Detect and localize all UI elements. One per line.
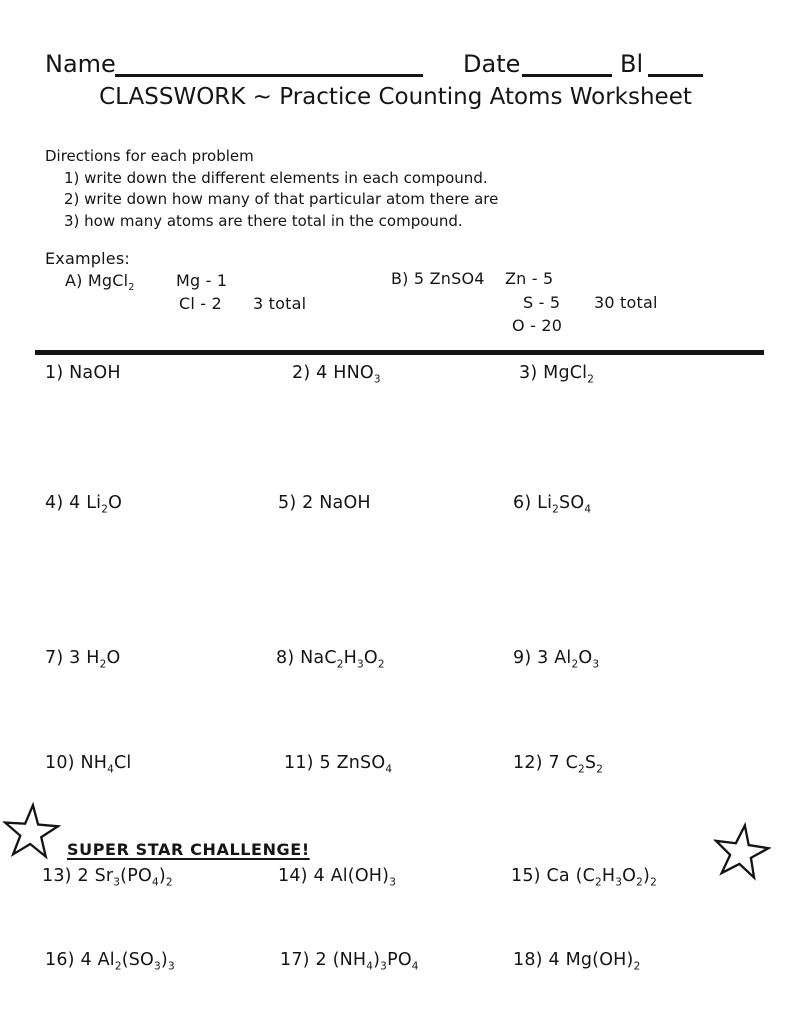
problem-number: 3) <box>519 363 538 383</box>
problem-item <box>292 363 381 386</box>
problem-number: 10) <box>45 753 75 773</box>
example-a-count-2: Cl - 2 <box>179 294 222 313</box>
problem-formula: 4 $Mg(OH)_2$ <box>548 950 641 973</box>
problem-number: 15) <box>511 866 541 886</box>
problem-formula: 4 $Al(OH)_3$ <box>313 866 397 889</box>
example-b-label: B) <box>391 269 409 288</box>
problem-formula: 2 $Sr_3(PO_4)_2$ <box>77 866 173 889</box>
problem-number: 12) <box>513 753 543 773</box>
problem-formula: 5 ZnSO$_4$ <box>319 753 393 776</box>
problem-formula: Ca $(C_2H_3O_2)_2$ <box>546 866 657 889</box>
date-label: Date <box>463 50 521 78</box>
problem-item <box>45 950 175 973</box>
problem-number: 11) <box>284 753 314 773</box>
problem-item <box>45 753 132 776</box>
example-b-formula: 5 ZnSO4 <box>413 269 485 288</box>
problem-item <box>280 950 419 973</box>
problem-item <box>45 648 121 671</box>
problem-number: 7) <box>45 648 64 668</box>
problem-item <box>278 866 397 889</box>
directions-heading: Directions for each problem <box>45 147 254 165</box>
problem-number: 13) <box>42 866 72 886</box>
example-a-count-1: Mg - 1 <box>176 271 228 290</box>
star-icon <box>0 796 62 870</box>
problem-item <box>513 950 641 973</box>
problem-number: 18) <box>513 950 543 970</box>
problem-formula: $NH_4Cl$ <box>80 753 132 776</box>
direction-step: 2) write down how many of that particular atom there are <box>64 190 499 208</box>
problem-number: 6) <box>513 493 532 513</box>
name-label: Name <box>45 50 116 78</box>
problem-item <box>519 363 595 386</box>
example-a-label: A) <box>65 271 83 290</box>
problem-number: 14) <box>278 866 308 886</box>
problem-item <box>278 493 371 513</box>
problem-formula: 3 $H_2O$ <box>69 648 121 671</box>
block-label: Bl <box>620 50 644 78</box>
problem-item <box>42 866 173 889</box>
problem-formula: NaOH <box>69 363 121 383</box>
problem-number: 1) <box>45 363 64 383</box>
problem-formula: $Li_2SO_4$ <box>537 493 592 516</box>
problem-item <box>45 493 123 516</box>
page-title: CLASSWORK ~ Practice Counting Atoms Worksheet <box>99 84 692 110</box>
problem-number: 8) <box>276 648 295 668</box>
example-b-count-3: O - 20 <box>512 316 563 335</box>
problem-item <box>513 648 600 671</box>
problem-formula: $NaC_2H_3O_2$ <box>300 648 385 671</box>
star-icon <box>707 812 775 893</box>
problem-item <box>284 753 393 776</box>
problem-number: 4) <box>45 493 64 513</box>
example-a-formula: MgCl$_2$ <box>87 271 135 294</box>
problem-formula: 2 NaOH <box>302 493 371 513</box>
problem-number: 2) <box>292 363 311 383</box>
example-a-total: 3 total <box>253 294 307 313</box>
examples-heading: Examples: <box>45 249 130 268</box>
example-b-count-1: Zn - 5 <box>505 269 554 288</box>
direction-step: 3) how many atoms are there total in the compound. <box>64 211 463 230</box>
example-b-count-2: S - 5 <box>523 293 561 312</box>
problem-formula: 4 $Li_2O$ <box>69 493 123 516</box>
problem-item <box>511 866 657 889</box>
challenge-heading: SUPER STAR CHALLENGE! <box>67 840 310 859</box>
example-b-total: 30 total <box>594 293 658 312</box>
problem-item <box>276 648 385 671</box>
problem-formula: 3 $Al_2O_3$ <box>537 648 600 671</box>
problem-formula: 4 $Al_2(SO_3)_3$ <box>80 950 175 973</box>
problem-item <box>513 493 592 516</box>
problem-item <box>513 753 604 776</box>
problem-formula: 2 $(NH_4)_3PO_4$ <box>315 950 419 973</box>
problem-number: 17) <box>280 950 310 970</box>
problem-formula: 4 $HNO_3$ <box>316 363 381 386</box>
direction-step: 1) write down the different elements in each compound. <box>64 168 488 187</box>
problem-number: 16) <box>45 950 75 970</box>
problem-formula: MgCl$_2$ <box>543 363 595 386</box>
problem-number: 5) <box>278 493 297 513</box>
problem-formula: 7 $C_2S_2$ <box>548 753 604 776</box>
problem-item <box>45 363 121 383</box>
problem-number: 9) <box>513 648 532 668</box>
